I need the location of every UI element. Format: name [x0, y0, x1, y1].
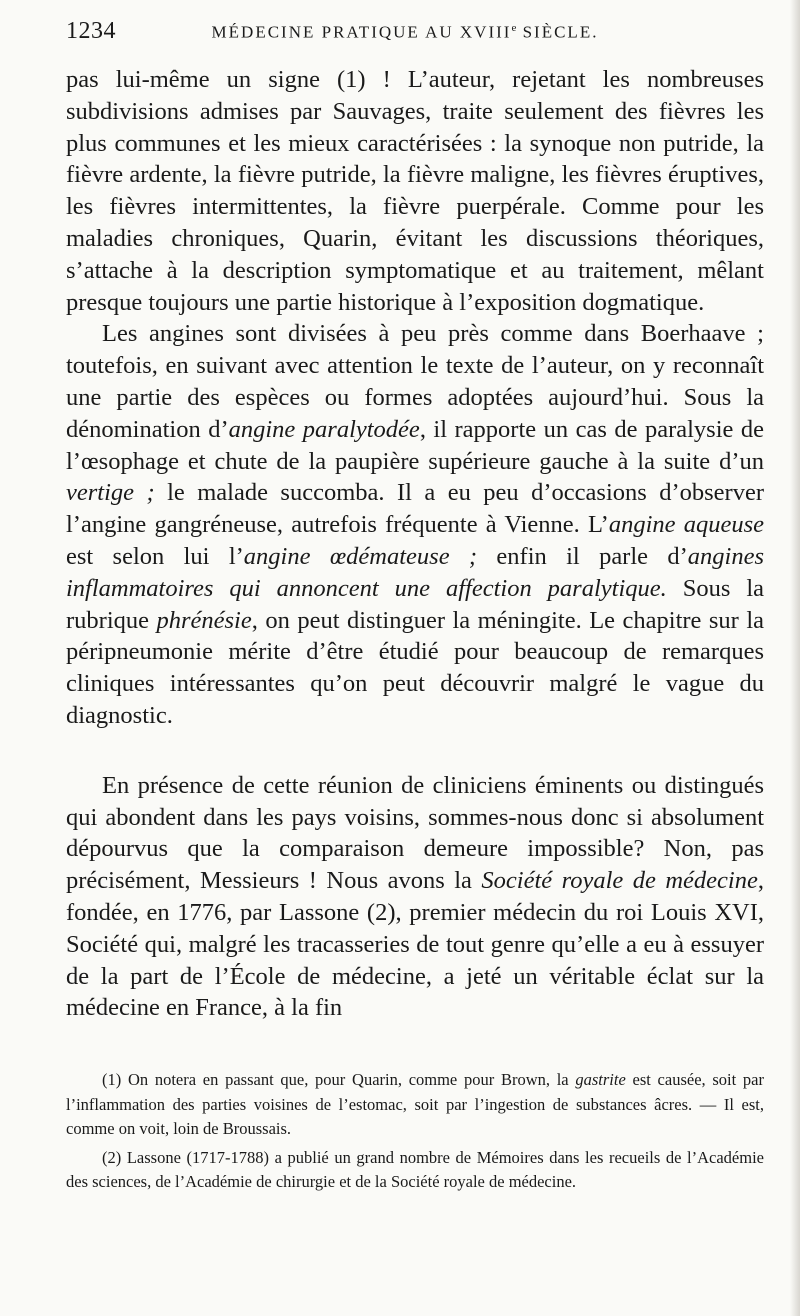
paragraph-continuation: pas lui-même un signe (1) ! L’auteur, rejetant les nombreuses subdivisions admises par Sauvages, traite seulement des fièvres les plus communes et les mieux caractérisées : la synoque non putride, la fièvre ardente, la fièvre putride, la fièvre maligne, les fièvres éruptives, les fièvres intermittentes, la fièvre puerpérale. Comme pour les maladies chroniques, Quarin, évitant les discussions théoriques, s’attache à la description symptomatique et au traitement, mêlant presque toujours une partie historique à l’exposition dogmatique.: [66, 66, 764, 316]
text-run: est selon lui l’: [66, 542, 244, 570]
footnote-1: [66, 1068, 764, 1142]
text-run: , fondée, en 1776, par Lassone (2), premier médecin du roi Louis XVI, Société qui, malgré les tracasseries de tout genre qu’elle a eu à essuyer de la part de l’École de médecine, a jeté un véritable éclat sur la médecine en France, à la fin: [66, 867, 764, 1022]
footnote-2: (2) Lassone (1717-1788) a publié un grand nombre de Mémoires dans les recueils de l’Académie des sciences, de l’Académie de chirurgie et de la Société royale de médecine.: [66, 1147, 764, 1192]
paragraph-gap: [66, 732, 764, 770]
italic-term: gastrite: [575, 1070, 626, 1090]
text-run: , il rapporte un cas de paralysie de l’œsophage et chute de la paupière supérieure gauche à la suite d’un: [66, 415, 765, 475]
running-title-end: SIÈCLE.: [516, 23, 599, 42]
text-run: (1) On notera en passant que, pour Quarin, comme pour Brown, la: [102, 1070, 576, 1090]
italic-term: phrénésie: [156, 606, 252, 634]
text-run: est causée, soit par l’inflammation des parties voisines de l’estomac, soit par l’ingestion de substances âcres. — Il est, comme on voit, loin de Broussais.: [66, 1070, 764, 1139]
page-spine-shadow: [790, 0, 800, 1316]
main-text: [66, 64, 764, 1024]
italic-term: Société royale de médecine: [481, 867, 758, 895]
running-title-main: MÉDECINE PRATIQUE AU XVIII: [211, 23, 512, 42]
italic-term: angines inflammatoires qui annoncent une affection paralytique.: [66, 542, 764, 602]
text-run: Les angines sont divisées à peu près comme dans Boerhaave ; toutefois, en suivant avec attention le texte de l’auteur, on y reconnaît une partie des espèces ou formes adoptées aujourd’hui. Sous la dénomination d’: [66, 320, 764, 443]
text-run: , on peut distinguer la méningite. Le chapitre sur la péripneumonie mérite d’être étudié pour beaucoup de remarques cliniques intéressantes qu’on peut découvrir malgré le vague du diagnostic.: [66, 606, 765, 729]
page-number: 1234: [66, 18, 116, 44]
running-title-superscript: e: [511, 22, 517, 35]
running-head: [66, 18, 764, 52]
text-run: enfin il parle d’: [477, 542, 688, 570]
paragraph-angines: [66, 318, 764, 731]
italic-term: vertige ;: [66, 479, 155, 507]
italic-term: angine œdémateuse ;: [243, 542, 478, 570]
footnotes: [66, 1068, 764, 1195]
italic-term: angine paralytodée: [228, 415, 420, 443]
italic-term: angine aqueuse: [608, 511, 764, 539]
text-run: En présence de cette réunion de cliniciens éminents ou distingués qui abondent dans les pays voisins, sommes-nous donc si absolument dépourvus que la comparaison demeure impossible? Non, pas précisément, Messieurs ! Nous avons la: [66, 771, 764, 895]
text-run: Sous la rubrique: [66, 574, 765, 634]
text-run: le malade succomba. Il a eu peu d’occasions d’observer l’angine gangréneuse, autrefois fréquente à Vienne. L’: [66, 479, 764, 539]
running-title: [156, 22, 764, 43]
paragraph-societe-royale: [66, 770, 764, 1024]
